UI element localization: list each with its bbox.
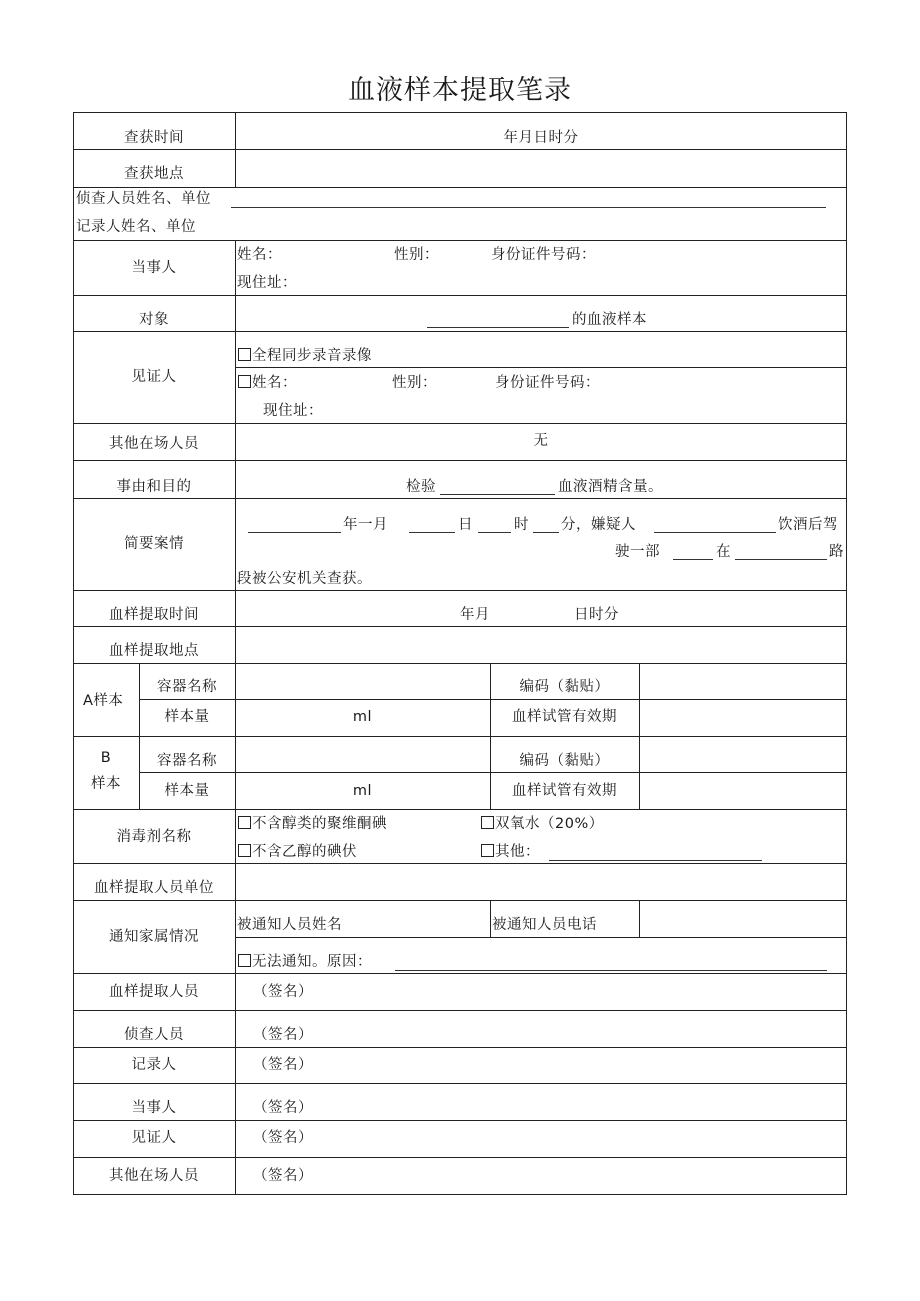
extract-time-dhm[interactable]: 日时分 (574, 607, 619, 623)
subject-label: 对象 (139, 312, 169, 328)
witness-id[interactable]: 身份证件号码： (495, 375, 600, 391)
row-line (73, 498, 847, 499)
case-hour: 时 (514, 517, 529, 533)
disinfectant-option-2-label: 双氧水（20%） (495, 816, 604, 832)
extract-place-label: 血样提取地点 (109, 643, 199, 659)
signature-label: 血样提取人员 (109, 984, 199, 1000)
case-minute-blank[interactable] (533, 532, 559, 533)
row-line (73, 149, 847, 150)
row-line (73, 1047, 847, 1048)
case-road: 路 (829, 544, 844, 560)
notified-name-label: 被通知人员姓名 (237, 917, 342, 933)
row-line (73, 331, 847, 332)
row-line (73, 187, 847, 188)
signature-field[interactable]: （签名） (253, 1027, 313, 1043)
sample-a-validity-label: 血样试管有效期 (512, 709, 617, 725)
sample-b-label-b: 样本 (91, 776, 121, 792)
unable-notice-option[interactable] (238, 953, 372, 971)
case-day-blank[interactable] (409, 532, 455, 533)
witness-sync-label: 全程同步录音录像 (252, 348, 372, 364)
disinfectant-option-3[interactable] (238, 843, 357, 861)
disinfectant-option-4-label: 其他： (495, 844, 540, 860)
row-line (73, 900, 847, 901)
subject-underline[interactable] (427, 327, 569, 328)
row-line (73, 626, 847, 627)
reason-prefix: 检验 (406, 479, 436, 495)
page-title: 血液样本提取笔录 (348, 75, 572, 106)
reason-label: 事由和目的 (116, 479, 192, 495)
row-line (73, 590, 847, 591)
witness-sync-option[interactable] (238, 347, 372, 365)
sample-b-unit[interactable]: ml (352, 783, 373, 799)
sample-b-container-label: 容器名称 (157, 753, 217, 769)
row-line (73, 736, 847, 737)
case-year: 年一月 (343, 517, 388, 533)
case-ending: 段被公安机关查获。 (237, 571, 372, 587)
row-line (73, 863, 847, 864)
checkbox-icon[interactable] (481, 816, 494, 829)
case-hour-blank[interactable] (478, 532, 511, 533)
row-line (139, 699, 847, 700)
disinfectant-option-4[interactable] (481, 843, 540, 861)
reason-suffix: 血液酒精含量。 (558, 479, 663, 495)
signature-field[interactable]: （签名） (253, 1130, 313, 1146)
others-present-label: 其他在场人员 (109, 436, 199, 452)
sample-a-label: A样本 (83, 693, 124, 709)
checkbox-icon[interactable] (238, 375, 251, 388)
record-form (73, 112, 847, 1195)
signature-label: 当事人 (131, 1100, 177, 1116)
disinfectant-label: 消毒剂名称 (116, 829, 192, 845)
sample-a-container-label: 容器名称 (157, 679, 217, 695)
disinfectant-option-1-label: 不含醇类的聚维酮碘 (252, 816, 387, 832)
signature-label: 见证人 (131, 1130, 177, 1146)
checkbox-icon[interactable] (481, 844, 494, 857)
row-line (73, 973, 847, 974)
notice-divider (639, 900, 640, 937)
row-line (73, 1083, 847, 1084)
notified-phone-label: 被通知人员电话 (492, 917, 597, 933)
case-day: 日 (458, 517, 473, 533)
label-column-divider (235, 809, 236, 1194)
case-road-blank[interactable] (735, 559, 827, 560)
notice-divider (490, 900, 491, 937)
checkbox-icon[interactable] (238, 954, 251, 967)
signature-field[interactable]: （签名） (253, 1168, 313, 1184)
case-year-blank[interactable] (248, 532, 341, 533)
signature-label: 其他在场人员 (109, 1168, 199, 1184)
case-minute: 分，嫌疑人 (561, 517, 636, 533)
signature-label: 侦查人员 (124, 1027, 184, 1043)
signature-field[interactable]: （签名） (253, 984, 313, 1000)
row-line (235, 937, 847, 938)
sample-b-amount-label: 样本量 (164, 783, 210, 799)
row-line (73, 1120, 847, 1121)
row-line (73, 423, 847, 424)
sample-b-validity-label: 血样试管有效期 (512, 783, 617, 799)
disinfectant-option-1[interactable] (238, 815, 387, 833)
signature-field[interactable]: （签名） (253, 1057, 313, 1073)
case-summary-label: 简要案情 (124, 536, 184, 552)
row-line (73, 460, 847, 461)
witness-address[interactable]: 现住址： (263, 403, 323, 419)
witness-gender[interactable]: 性别： (392, 375, 437, 391)
seizure-time-value[interactable]: 年月日时分 (503, 130, 579, 146)
case-suspect-blank[interactable] (654, 532, 776, 533)
sample-a-amount-label: 样本量 (164, 709, 210, 725)
party-label: 当事人 (131, 260, 177, 276)
disinfectant-option-2[interactable] (481, 815, 604, 833)
row-line (235, 367, 847, 368)
border-bottom (73, 1194, 847, 1195)
investigator-label: 侦查人员姓名、单位 (76, 191, 211, 207)
case-drive: 驶一部 (615, 544, 660, 560)
disinfectant-other-underline[interactable] (549, 860, 762, 861)
row-line (73, 809, 847, 810)
label-column-divider (235, 240, 236, 663)
case-at: 在 (716, 544, 731, 560)
disinfectant-option-3-label: 不含乙醇的碘伏 (252, 844, 357, 860)
border-top (73, 112, 847, 113)
sample-b-code-label: 编码（黏贴） (519, 753, 610, 769)
sample-a-code-label: 编码（黏贴） (519, 679, 610, 695)
row-line (73, 295, 847, 296)
seizure-time-label: 查获时间 (124, 130, 184, 146)
sample-a-unit[interactable]: ml (352, 709, 373, 725)
others-present-value[interactable]: 无 (533, 433, 549, 449)
signature-label: 记录人 (131, 1057, 177, 1073)
unable-notice-label: 无法通知。原因： (252, 954, 372, 970)
seizure-place-label: 查获地点 (124, 166, 184, 182)
witness-name-option[interactable] (238, 374, 297, 392)
case-vehicle-blank[interactable] (673, 559, 713, 560)
party-gender[interactable]: 性别： (394, 247, 439, 263)
party-name[interactable]: 姓名： (237, 247, 282, 263)
border-right (846, 112, 847, 1195)
party-address[interactable]: 现住址： (237, 275, 297, 291)
witness-name: 姓名： (252, 375, 297, 391)
witness-label: 见证人 (131, 369, 177, 385)
extractor-unit-label: 血样提取人员单位 (94, 880, 214, 896)
family-notice-label: 通知家属情况 (109, 929, 199, 945)
row-line (73, 1010, 847, 1011)
party-id[interactable]: 身份证件号码： (491, 247, 596, 263)
row-line (73, 240, 847, 241)
row-line (73, 1157, 847, 1158)
extract-time-ym[interactable]: 年月 (460, 607, 490, 623)
unable-reason-underline[interactable] (395, 970, 827, 971)
subject-suffix: 的血液样本 (572, 312, 647, 328)
row-line (73, 663, 847, 664)
reason-underline[interactable] (440, 494, 555, 495)
case-drink: 饮酒后驾 (778, 517, 838, 533)
checkbox-icon[interactable] (238, 816, 251, 829)
recorder-label: 记录人姓名、单位 (76, 219, 196, 235)
investigator-underline[interactable] (231, 207, 826, 208)
checkbox-icon[interactable] (238, 844, 251, 857)
checkbox-icon[interactable] (238, 348, 251, 361)
extract-time-label: 血样提取时间 (109, 607, 199, 623)
signature-field[interactable]: （签名） (253, 1100, 313, 1116)
row-line (139, 772, 847, 773)
sample-b-label-a: B (100, 750, 112, 766)
